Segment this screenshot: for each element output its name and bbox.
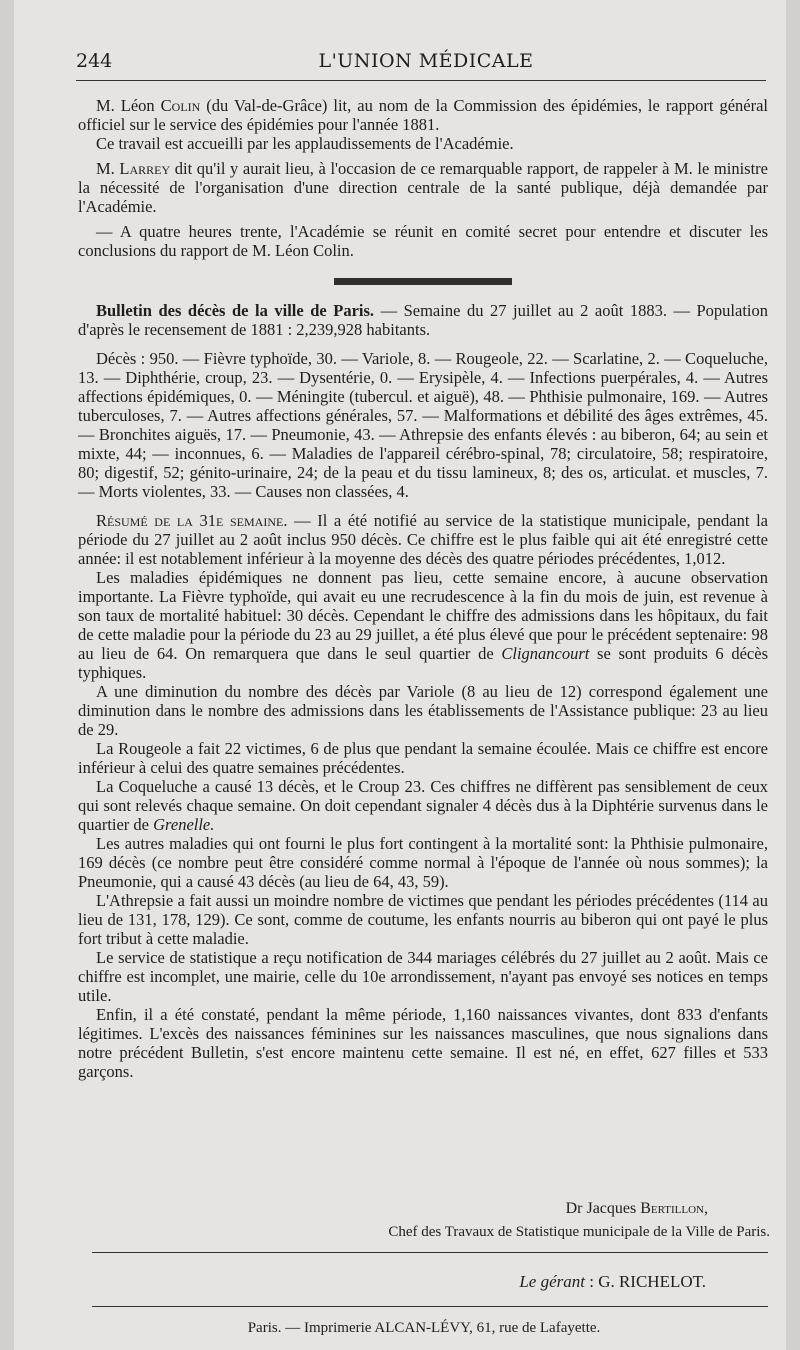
signature-block	[78, 1200, 770, 1241]
gerant-line: Le gérant : G. RICHELOT.	[519, 1272, 706, 1291]
paragraph-colin: M. Léon Colin (du Val-de-Grâce) lit, au nom de la Commission des épidémies, le rapport général officiel sur le service des épidémies pour l'année 1881.	[78, 96, 768, 134]
bulletin-title: Bulletin des décès de la ville de Paris.	[96, 301, 375, 320]
footer-rule-2	[92, 1306, 768, 1307]
paragraph-mariages: Le service de statistique a reçu notification de 344 mariages célébrés du 27 juillet au 2 août. Mais ce chiffre est incomplet, une mairie, celle du 10e arrondissement, n'ayant pas envoyé ses notices en temps utile.	[78, 948, 768, 1005]
paragraph-rougeole: La Rougeole a fait 22 victimes, 6 de plus que pendant la semaine écoulée. Mais ce chiffre est encore inférieur à celui des quatre semaines précédentes.	[78, 739, 768, 777]
resume-paragraph: Résumé de la 31e semaine. — Il a été notifié au service de la statistique municipale, pendant la période du 27 juillet au 2 août inclus 950 décès. Ce chiffre est le plus faible qui ait été enregistré cette année: il est notablement inférieur à la moyenne des décès des quatre périodes précédentes, 1,012.	[78, 511, 768, 568]
paragraph-naissances: Enfin, il a été constaté, pendant la même période, 1,160 naissances vivantes, dont 833 d'enfants légitimes. L'excès des naissances féminines sur les naissances masculines, que nous signalions dans notre précédent Bulletin, s'est encore maintenu cette semaine. Il est né, en effet, 627 filles et 533 garçons.	[78, 1005, 768, 1081]
footer-rule-1	[92, 1252, 768, 1253]
paragraph-autres-maladies: Les autres maladies qui ont fourni le plus fort contingent à la mortalité sont: la Phthisie pulmonaire, 169 décès (ce nombre peut être considéré comme normal à l'époque de l'année où nous sommes); la Pneumonie, qui a causé 43 décès (au lieu de 64, 43, 59).	[78, 834, 768, 891]
deces-list: Décès : 950. — Fièvre typhoïde, 30. — Variole, 8. — Rougeole, 22. — Scarlatine, 2. — Coqueluche, 13. — Diphthérie, croup, 23. — Dysentérie, 0. — Erysipèle, 4. — Infections puerpérales, 4. — Autres affections épidémiques, 0. — Méningite (tubercul. et aiguë), 48. — Phthisie pulmonaire, 169. — Autres tuberculoses, 7. — Autres affections générales, 57. — Malformations et débilité des âges extrêmes, 45. — Bronchites aiguës, 17. — Pneumonie, 43. — Athrepsie des enfants élevés : au biberon, 64; au sein et mixte, 44; — inconnues, 6. — Maladies de l'appareil cérébro-spinal, 78; circulatoire, 58; respiratoire, 80; digestif, 52; génito-urinaire, 24; de la peau et du tissu lamineux, 8; des os, articulat. et muscles, 7. — Morts violentes, 33. — Causes non classées, 4.	[78, 349, 768, 501]
bulletin-heading: Bulletin des décès de la ville de Paris. — Semaine du 27 juillet au 2 août 1883. — Population d'après le recensement de 1881 : 2,239,928 habitants.	[78, 301, 768, 339]
paragraph-athrepsie: L'Athrepsie a fait aussi un moindre nombre de victimes que pendant les périodes précédentes (114 au lieu de 131, 178, 129). Ce sont, comme de coutume, les enfants nourris au biberon qui ont payé le plus fort tribut à cette maladie.	[78, 891, 768, 948]
paragraph-epidemiques: Les maladies épidémiques ne donnent pas lieu, cette semaine encore, à aucune observation importante. La Fièvre typhoïde, qui avait eu une recrudescence à la fin du mois de juin, est revenue à son taux de mortalité habituel: 30 décès. Cependant le chiffre des admissions dans les hôpitaux, du fait de cette maladie pour la période du 23 au 29 juillet, a été plus élevé que pour le précédent septenaire: 98 au lieu de 64. On remarquera que dans le seul quartier de Clignancourt se sont produits 6 décès typhiques.	[78, 568, 768, 682]
paragraph-larrey: M. Larrey dit qu'il y aurait lieu, à l'occasion de ce remarquable rapport, de rappeler à M. le ministre la nécessité de l'organisation d'une direction centrale de la santé publique, déjà demandée par l'Académie.	[78, 159, 768, 216]
paragraph-applause: Ce travail est accueilli par les applaudissements de l'Académie.	[96, 134, 514, 153]
page-number: 244	[76, 50, 113, 72]
article-body	[78, 96, 768, 1081]
signature-name: Dr Jacques Bertillon,	[565, 1200, 708, 1217]
header-rule	[76, 80, 766, 81]
signature-title: Chef des Travaux de Statistique municipale de la Ville de Paris.	[388, 1224, 770, 1240]
paragraph-coqueluche: La Coqueluche a causé 13 décès, et le Croup 23. Ces chiffres ne diffèrent pas sensiblement de ceux qui sont relevés chaque semaine. On doit cependant signaler 4 décès dus à la Diphtérie survenus dans le quartier de Grenelle.	[78, 777, 768, 834]
section-separator	[334, 278, 512, 285]
page-header	[76, 48, 776, 78]
running-head: L'UNION MÉDICALE	[318, 50, 534, 72]
author-colin: Colin	[160, 96, 201, 115]
resume-label: Résumé de la 31e semaine.	[96, 511, 288, 530]
paragraph-comite: — A quatre heures trente, l'Académie se réunit en comité secret pour entendre et discuter les conclusions du rapport de M. Léon Colin.	[78, 222, 768, 260]
author-larrey: Larrey	[119, 159, 171, 178]
imprint: Paris. — Imprimerie ALCAN-LÉVY, 61, rue de Lafayette.	[247, 1320, 601, 1336]
paragraph-variole: A une diminution du nombre des décès par Variole (8 au lieu de 12) correspond également une diminution dans le nombre des admissions dans les établissements de l'Assistance publique: 23 au lieu de 29.	[78, 682, 768, 739]
